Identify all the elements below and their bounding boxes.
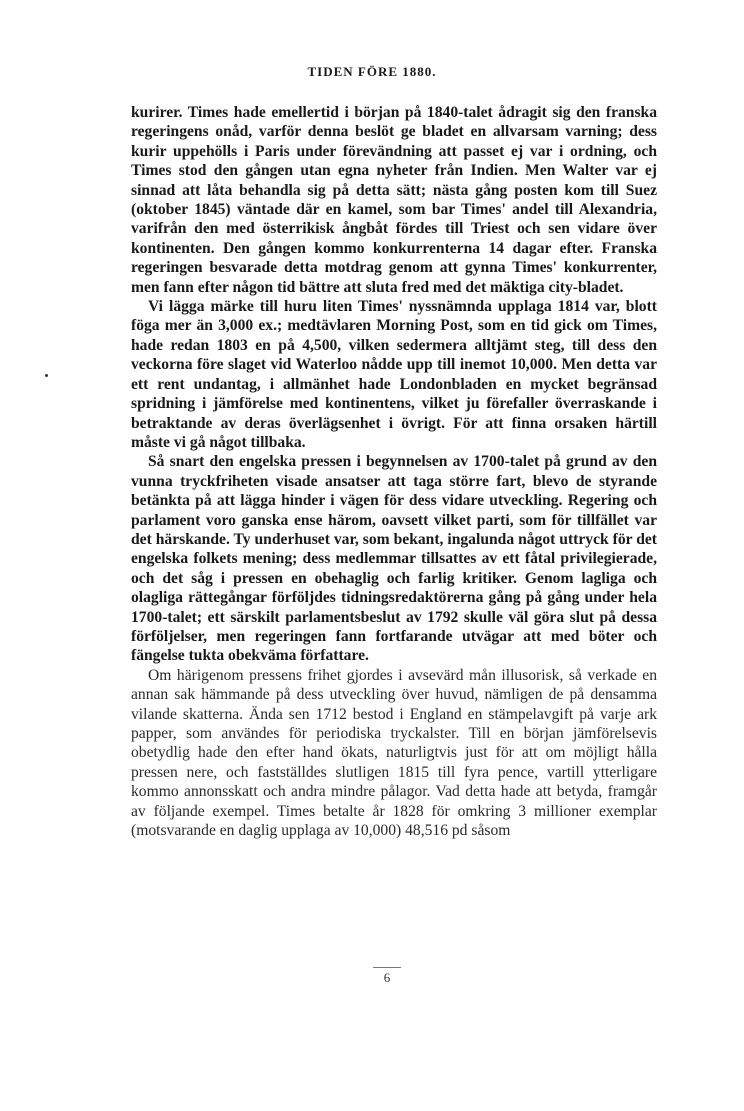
- paragraph-3: Så snart den engelska pressen i begynnelsen av 1700-talet på grund av den vunna tryckfriheten visade ansatser att taga större fart, blevo de styrande betänkta på att lägga hinder i vägen för dess vidare utveckling. Regering och parlament voro ganska ense härom, oavsett vilket parti, som för tillfället var det härskande. Ty underhuset var, som bekant, ingalunda något uttryck för det engelska folkets mening; dess medlemmar tillsattes av ett fåtal privilegierade, och det såg i pressen en obehaglig och farlig kritiker. Genom lagliga och olagliga rättegångar förföljdes tidningsredaktörerna gång på gång under hela 1700-talet; ett särskilt parlamentsbeslut av 1792 skulle väl göra slut på dessa förföljelser, men regeringen fann fortfarande utvägar att med böter och fängelse tukta obekväma författare.: [131, 453, 657, 665]
- paragraph-1: kurirer. Times hade emellertid i början på 1840-talet ådragit sig den franska regeringens onåd, varför denna beslöt ge bladet en allvarsam varning; dess kurir uppehölls i Paris under förevändning att passet ej var i ordning, och Times stod den gången utan egna nyheter från Indien. Men Walter var ej sinnad att låta behandla sig på detta sätt; nästa gång posten kom till Suez (oktober 1845) väntade där en kamel, som bar Times' andel till Alexandria, varifrån den med österrikisk ångbåt fördes till Triest och sen vidare över kontinenten. Den gången kommo konkurrenterna 14 dagar efter. Franska regeringen besvarade detta motdrag genom att gynna Times' konkurrenter, men fann efter någon tid bättre att sluta fred med det mäktiga city-bladet.: [131, 104, 657, 296]
- running-head: TIDEN FÖRE 1880.: [307, 64, 437, 79]
- folio-rule: [373, 967, 401, 968]
- margin-mark: [45, 374, 48, 377]
- paragraph-4: Om härigenom pressens frihet gjordes i avsevärd mån illusorisk, så verkade en annan sak hämmande på dess utveckling över huvud, nämligen de på densamma vilande skatterna. Ända sen 1712 bestod i England en stämpelavgift på varje ark papper, som användes för periodiska tryckalster. Till en början jämförelsevis obetydlig hade den efter hand ökats, naturligtvis just för att om möjligt hålla pressen nere, och fastställdes slutligen 1815 till fyra pence, vartill ytterligare kommo annonsskatt och andra mindre pålagor. Vad detta hade att betyda, framgår av följande exempel. Times betalte år 1828 för omkring 3 millioner exemplar (motsvarande en daglig upplaga av 10,000) 48,516 pd såsom: [131, 666, 657, 840]
- body-text: [131, 103, 657, 840]
- page-number: 6: [383, 970, 391, 985]
- paragraph-2: Vi lägga märke till huru liten Times' nyssnämnda upplaga 1814 var, blott föga mer än 3,000 ex.; medtävlaren Morning Post, som en tid gick om Times, hade redan 1803 en på 4,500, vilken sedermera alltjämt steg, till dess den veckorna före slaget vid Waterloo nådde upp till inemot 10,000. Men detta var ett rent undantag, i allmänhet hade Londonbladen en mycket begränsad spridning i jämförelse med kontinentens, vilket ju förefaller överraskande i betraktande av deras överlägsenhet i övrigt. För att finna orsaken härtill måste vi gå något tillbaka.: [131, 298, 657, 451]
